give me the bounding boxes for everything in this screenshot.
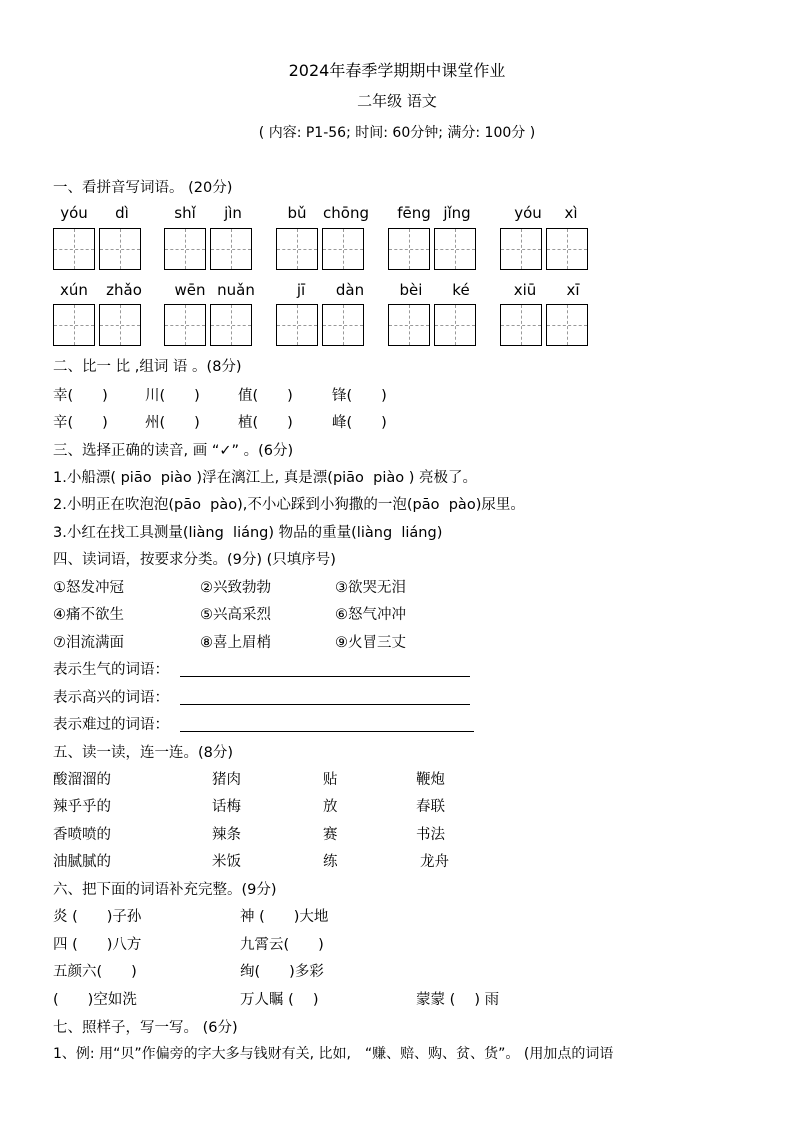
example-question-1: 1、例: 用“贝”作偏旁的字大多与钱财有关, 比如, “赚、赔、购、贫、货”。 (用加点的词语 [53, 1046, 614, 1062]
pinyin: xī [566, 281, 580, 299]
pinyin: jǐng [443, 204, 471, 222]
pinyin: yóu [60, 204, 88, 222]
fill-item[interactable]: 九霄云( ) [240, 937, 324, 953]
writing-box-pair[interactable] [53, 304, 141, 346]
pinyin: dì [115, 204, 129, 222]
writing-box[interactable] [322, 228, 364, 270]
writing-box[interactable] [500, 228, 542, 270]
reading-question-2[interactable]: 2.小明正在吹泡泡(pāo pào),不小心踩到小狗撒的一泡(pāo pào)尿里。 [53, 497, 525, 513]
writing-box[interactable] [546, 228, 588, 270]
writing-box-pair[interactable] [53, 228, 141, 270]
answer-line[interactable] [180, 704, 470, 705]
pinyin: bèi [399, 281, 423, 299]
idiom-item: ⑥怒气冲冲 [335, 607, 406, 623]
section-6-heading: 六、把下面的词语补充完整。(9分) [53, 882, 277, 898]
match-item[interactable]: 放 [323, 799, 338, 815]
compare-item[interactable]: 川( ) [145, 388, 200, 404]
writing-box-pair[interactable] [164, 304, 252, 346]
section-3-heading: 三、选择正确的读音, 画 “✓” 。(6分) [53, 443, 294, 459]
compare-item[interactable]: 锋( ) [332, 388, 387, 404]
match-item[interactable]: 辣条 [212, 827, 241, 843]
answer-line[interactable] [180, 731, 474, 732]
writing-box[interactable] [99, 228, 141, 270]
match-item[interactable]: 猪肉 [212, 772, 241, 788]
match-item[interactable]: 酸溜溜的 [53, 772, 111, 788]
writing-box[interactable] [210, 304, 252, 346]
idiom-item: ①怒发冲冠 [53, 580, 124, 596]
match-item[interactable]: 辣乎乎的 [53, 799, 111, 815]
idiom-item: ⑤兴高采烈 [200, 607, 271, 623]
match-item[interactable]: 龙舟 [420, 854, 449, 870]
fill-item[interactable]: 蒙蒙 ( ) 雨 [416, 992, 500, 1008]
idiom-item: ③欲哭无泪 [335, 580, 406, 596]
fill-item[interactable]: 五颜六( ) [53, 964, 137, 980]
fill-item[interactable]: 万人瞩 ( ) [240, 992, 319, 1008]
writing-box[interactable] [388, 304, 430, 346]
section-2-heading: 二、比一 比 ,组词 语 。(8分) [53, 359, 242, 375]
match-item[interactable]: 贴 [323, 772, 338, 788]
compare-item[interactable]: 值( ) [238, 388, 293, 404]
match-item[interactable]: 话梅 [212, 799, 241, 815]
writing-box-pair[interactable] [500, 304, 588, 346]
writing-box[interactable] [388, 228, 430, 270]
reading-question-1[interactable]: 1.小船漂( piāo piào )浮在漓江上, 真是漂(piāo piào ) 亮极了。 [53, 470, 478, 486]
exam-meta: ( 内容: P1-56; 时间: 60分钟; 满分: 100分 ) [258, 125, 536, 141]
fill-item[interactable]: 四 ( )八方 [53, 937, 142, 953]
writing-box[interactable] [164, 228, 206, 270]
writing-box[interactable] [434, 228, 476, 270]
compare-item[interactable]: 植( ) [238, 415, 293, 431]
section-5-heading: 五、读一读，连一连。(8分) [53, 745, 234, 761]
writing-box[interactable] [210, 228, 252, 270]
classify-prompt-sad: 表示难过的词语： [53, 717, 169, 733]
pinyin: xún [60, 281, 88, 299]
writing-box-pair[interactable] [276, 304, 364, 346]
match-item[interactable]: 练 [323, 854, 338, 870]
pinyin: dàn [335, 281, 365, 299]
match-item[interactable]: 米饭 [212, 854, 241, 870]
fill-item[interactable]: ( )空如洗 [53, 992, 137, 1008]
writing-box-pair[interactable] [164, 228, 252, 270]
writing-box[interactable] [99, 304, 141, 346]
pinyin: xiū [513, 281, 537, 299]
pinyin: zhǎo [106, 281, 142, 299]
compare-item[interactable]: 幸( ) [53, 388, 108, 404]
match-item[interactable]: 春联 [416, 799, 445, 815]
compare-item[interactable]: 峰( ) [332, 415, 387, 431]
pinyin: xì [564, 204, 578, 222]
compare-item[interactable]: 辛( ) [53, 415, 108, 431]
writing-box-pair[interactable] [388, 304, 476, 346]
writing-box[interactable] [164, 304, 206, 346]
section-7-heading: 七、照样子，写一写。 (6分) [53, 1020, 238, 1036]
match-item[interactable]: 鞭炮 [416, 772, 445, 788]
section-4-heading: 四、读词语，按要求分类。(9分) (只填序号) [53, 552, 336, 568]
pinyin: fēng [397, 204, 431, 222]
writing-box[interactable] [53, 228, 95, 270]
match-item[interactable]: 书法 [416, 827, 445, 843]
idiom-item: ④痛不欲生 [53, 607, 124, 623]
idiom-item: ⑦泪流满面 [53, 635, 124, 651]
pinyin: nuǎn [217, 281, 255, 299]
page-subtitle: 二年级 语文 [357, 92, 437, 110]
pinyin: jī [296, 281, 306, 299]
idiom-item: ⑧喜上眉梢 [200, 635, 271, 651]
page-title: 2024年春季学期期中课堂作业 [288, 61, 506, 80]
pinyin: yóu [514, 204, 542, 222]
idiom-item: ②兴致勃勃 [200, 580, 271, 596]
writing-box[interactable] [500, 304, 542, 346]
pinyin: jìn [224, 204, 242, 222]
match-item[interactable]: 油腻腻的 [53, 854, 111, 870]
writing-box-pair[interactable] [276, 228, 364, 270]
writing-box[interactable] [53, 304, 95, 346]
writing-box[interactable] [546, 304, 588, 346]
pinyin: chōng [323, 204, 369, 222]
pinyin: shǐ [174, 204, 196, 222]
match-item[interactable]: 赛 [323, 827, 338, 843]
writing-box[interactable] [322, 304, 364, 346]
pinyin: wēn [174, 281, 206, 299]
fill-item[interactable]: 绚( )多彩 [240, 964, 324, 980]
fill-item[interactable]: 神 ( )大地 [240, 909, 329, 925]
writing-box-pair[interactable] [388, 228, 476, 270]
compare-item[interactable]: 州( ) [145, 415, 200, 431]
writing-box[interactable] [276, 228, 318, 270]
pinyin: ké [452, 281, 470, 299]
answer-line[interactable] [180, 676, 470, 677]
reading-question-3[interactable]: 3.小红在找工具测量(liàng liáng) 物品的重量(liàng liáng) [53, 525, 443, 541]
section-1-heading: 一、看拼音写词语。 (20分) [53, 180, 233, 196]
writing-box-pair[interactable] [500, 228, 588, 270]
classify-prompt-happy: 表示高兴的词语： [53, 690, 169, 706]
fill-item[interactable]: 炎 ( )子孙 [53, 909, 142, 925]
classify-prompt-angry: 表示生气的词语： [53, 662, 169, 678]
pinyin: bǔ [287, 204, 307, 222]
writing-box[interactable] [434, 304, 476, 346]
match-item[interactable]: 香喷喷的 [53, 827, 111, 843]
writing-box[interactable] [276, 304, 318, 346]
idiom-item: ⑨火冒三丈 [335, 635, 406, 651]
